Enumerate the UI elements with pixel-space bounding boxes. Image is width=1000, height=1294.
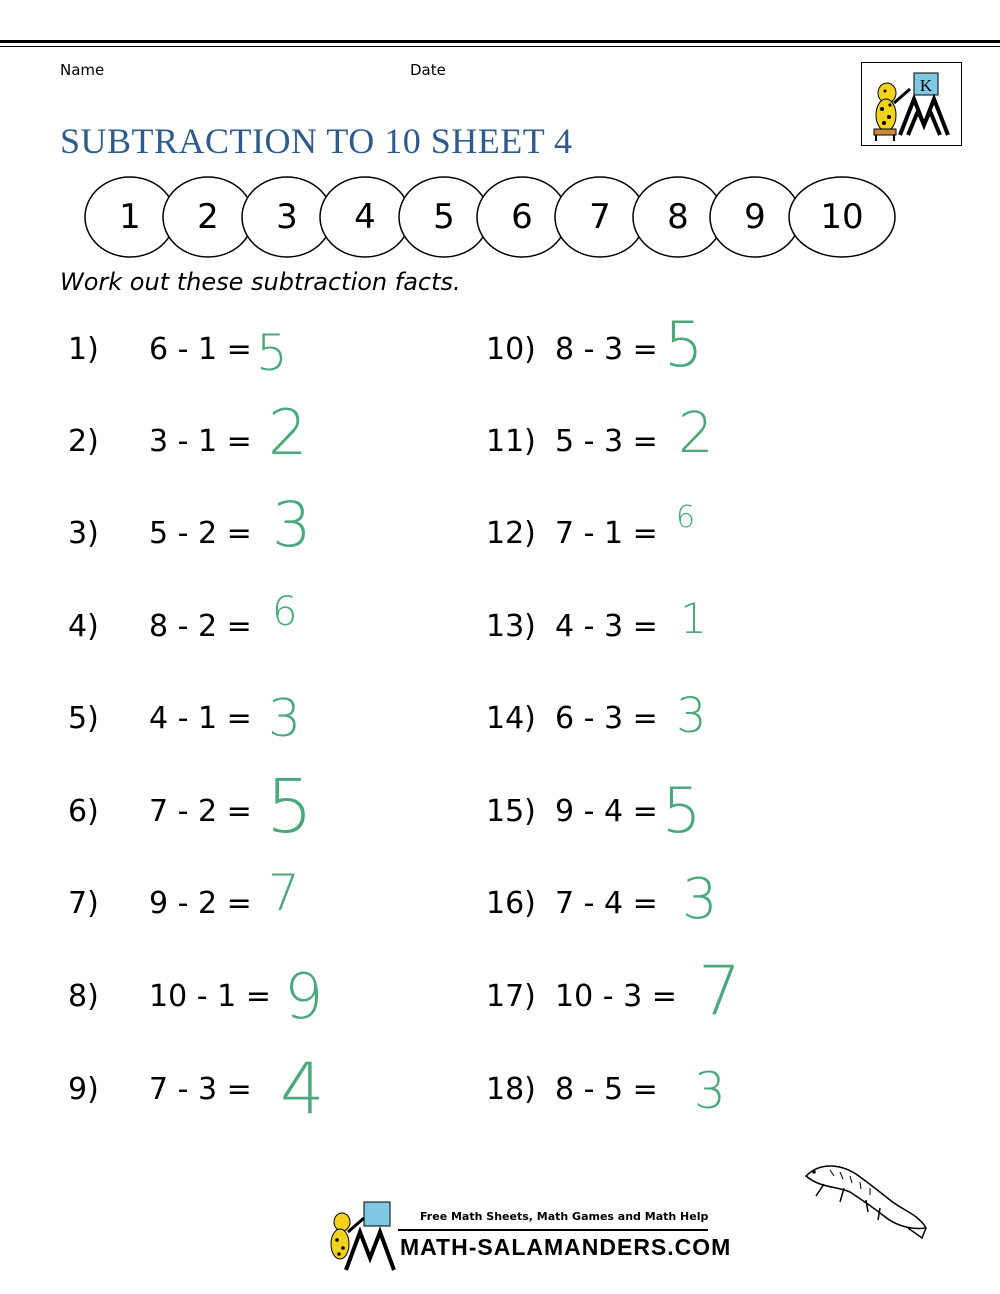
number-bubble: 6 [511,197,533,237]
number-line [0,172,1000,262]
footer-divider [398,1229,708,1231]
question-expression: 7 - 2 = [149,794,252,829]
question-expression: 8 - 5 = [555,1072,658,1107]
handwritten-answer: 5 [662,774,702,847]
question-number: 14) [486,701,536,736]
question-number: 9) [68,1072,99,1107]
handwritten-answer: 3 [268,689,302,749]
date-label: Date [410,61,446,79]
question-number: 10) [486,332,536,367]
number-bubble: 8 [667,197,689,237]
question-expression: 4 - 3 = [555,609,658,644]
top-rule-thin [0,46,1000,47]
number-bubble: 10 [820,197,864,237]
question-expression: 8 - 3 = [555,332,658,367]
question-number: 12) [486,516,536,551]
question-number: 7) [68,886,99,921]
number-bubble: 2 [197,197,219,237]
handwritten-answer: 3 [694,1062,726,1120]
question-number: 17) [486,979,536,1014]
question-number: 16) [486,886,536,921]
handwritten-answer: 6 [676,500,696,535]
question-expression: 5 - 2 = [149,516,252,551]
question-number: 6) [68,794,99,829]
name-label: Name [60,61,105,79]
instructions: Work out these subtraction facts. [60,268,461,296]
question-expression: 9 - 4 = [555,794,658,829]
handwritten-answer: 6 [272,589,298,635]
question-expression: 10 - 1 = [149,979,271,1014]
handwritten-answer: 5 [664,308,704,381]
question-expression: 5 - 3 = [555,424,658,459]
question-number: 4) [68,609,99,644]
question-number: 15) [486,794,536,829]
handwritten-answer: 3 [272,488,312,561]
question-expression: 6 - 1 = [149,332,252,367]
question-expression: 9 - 2 = [149,886,252,921]
number-bubble: 3 [276,197,298,237]
salamander-logo-icon [862,63,961,145]
handwritten-answer: 4 [280,1048,325,1130]
question-number: 18) [486,1072,536,1107]
question-number: 1) [68,332,99,367]
handwritten-answer: 3 [682,867,718,932]
handwritten-answer: 5 [256,324,288,382]
number-bubble: 7 [589,197,611,237]
number-bubble: 9 [744,197,766,237]
handwritten-answer: 7 [698,952,742,1031]
question-number: 3) [68,516,99,551]
number-bubble: 4 [354,197,376,237]
question-number: 5) [68,701,99,736]
top-rule [0,40,1000,43]
salamander-illustration-icon [800,1156,930,1246]
handwritten-answer: 7 [268,864,300,922]
handwritten-answer: 2 [268,396,308,469]
page-title: SUBTRACTION TO 10 SHEET 4 [60,121,573,161]
footer-logo-icon [324,1200,400,1272]
handwritten-answer: 3 [676,688,707,744]
question-expression: 4 - 1 = [149,701,252,736]
footer-tagline: Free Math Sheets, Math Games and Math Help [420,1210,709,1223]
handwritten-answer: 9 [284,960,324,1033]
question-expression: 6 - 3 = [555,701,658,736]
question-number: 8) [68,979,99,1014]
number-bubble: 1 [119,197,141,237]
question-expression: 3 - 1 = [149,424,252,459]
handwritten-answer: 5 [266,764,314,850]
question-expression: 8 - 2 = [149,609,252,644]
footer-site-link[interactable]: MATH-SALAMANDERS.COM [400,1234,732,1260]
question-expression: 10 - 3 = [555,979,677,1014]
logo-letter: K [919,76,933,95]
question-number: 13) [486,609,536,644]
number-bubble: 5 [433,197,455,237]
question-number: 2) [68,424,99,459]
question-number: 11) [486,424,536,459]
question-expression: 7 - 1 = [555,516,658,551]
question-expression: 7 - 4 = [555,886,658,921]
brand-logo [861,62,962,146]
question-expression: 7 - 3 = [149,1072,252,1107]
handwritten-answer: 1 [680,594,707,643]
handwritten-answer: 2 [678,401,714,466]
